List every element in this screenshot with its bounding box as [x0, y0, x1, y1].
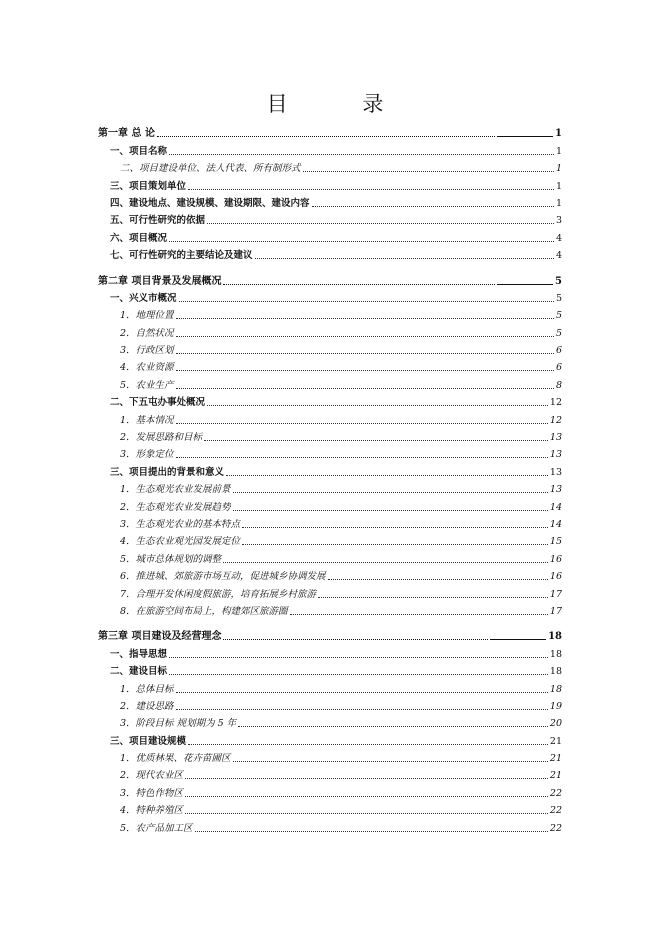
toc-entry[interactable]: [98, 356, 562, 373]
toc-entry-label: 8．在旅游空间布局上，构建郊区旅游圈: [120, 605, 288, 617]
toc-page-number: 17: [549, 588, 562, 600]
toc-entry-label: 2．生态观光农业发展趋势: [120, 501, 231, 513]
toc-page-number: 12: [549, 397, 562, 409]
toc-page-number: 1: [555, 145, 562, 157]
toc-entry-label: 三、项目提出的背景和意义: [110, 466, 225, 478]
toc-page-number: 16: [549, 553, 562, 565]
toc-entry[interactable]: [98, 582, 562, 599]
toc-entry[interactable]: [98, 339, 562, 356]
leader-rule: [490, 639, 546, 640]
toc-entry[interactable]: [98, 408, 562, 425]
dot-leader: [204, 440, 548, 441]
toc-page-number: 20: [549, 718, 562, 730]
toc-page-number: 13: [549, 484, 562, 496]
toc-entry-label: 5．农业生产: [120, 379, 174, 391]
dot-leader: [176, 336, 554, 337]
dot-leader: [303, 171, 554, 172]
dot-leader: [179, 301, 554, 302]
leader-rule: [497, 284, 553, 285]
dot-leader: [176, 388, 554, 389]
toc-page-number: 18: [549, 666, 562, 678]
toc-entry[interactable]: [98, 391, 562, 408]
toc-page-number: 4: [555, 250, 562, 262]
toc-entry-label: 1．地理位置: [120, 310, 174, 322]
toc-entry[interactable]: [98, 443, 562, 460]
toc-page-number: 12: [549, 414, 562, 426]
toc-page-number: 5: [555, 327, 562, 339]
toc-entry-label: 2．发展思路和目标: [120, 432, 203, 444]
toc-entry[interactable]: [98, 695, 562, 712]
table-of-contents: [98, 122, 562, 834]
toc-entry-label: 四、建设地点、建设规模、建设期限、建设内容: [110, 197, 310, 209]
toc-page-number: 21: [549, 753, 562, 765]
toc-entry-label: 第三章 项目建设及经营理念: [98, 631, 222, 643]
toc-page-number: 18: [549, 683, 562, 695]
toc-entry-label: 七、可行性研究的主要结论及建议: [110, 250, 253, 262]
toc-page-number: 17: [549, 605, 562, 617]
toc-entry[interactable]: [98, 642, 562, 659]
toc-entry-label: 二、项目建设单位、法人代表、所有制形式: [120, 163, 301, 175]
toc-entry[interactable]: [98, 209, 562, 226]
toc-page-number: 14: [549, 501, 562, 513]
dot-leader: [176, 318, 554, 319]
toc-page-number: 3: [555, 215, 562, 227]
dot-leader: [176, 709, 548, 710]
toc-entry[interactable]: [98, 460, 562, 477]
dot-leader: [233, 492, 548, 493]
dot-leader: [157, 136, 495, 137]
toc-entry[interactable]: [98, 174, 562, 191]
toc-entry[interactable]: [98, 139, 562, 156]
toc-entry-label: 第一章 总 论: [98, 128, 155, 140]
dot-leader: [176, 370, 554, 371]
toc-entry[interactable]: [98, 799, 562, 816]
dot-leader: [185, 796, 548, 797]
toc-page-number: 5: [555, 310, 562, 322]
dot-leader: [207, 223, 554, 224]
dot-leader: [176, 692, 548, 693]
toc-page-number: 16: [549, 571, 562, 583]
toc-entry[interactable]: [98, 513, 562, 530]
toc-entry-label: 4．生态农业观光园发展定位: [120, 536, 241, 548]
dot-leader: [312, 206, 554, 207]
toc-entry[interactable]: [98, 226, 562, 243]
toc-page-number: 5: [555, 275, 562, 287]
toc-entry[interactable]: [98, 495, 562, 512]
toc-page-number: 22: [549, 805, 562, 817]
dot-leader: [233, 510, 548, 511]
leader-rule: [497, 136, 553, 137]
toc-entry-label: 2．现代农业区: [120, 770, 184, 782]
dot-leader: [185, 813, 548, 814]
toc-entry-label: 4．特种养殖区: [120, 805, 184, 817]
toc-entry[interactable]: [98, 660, 562, 677]
dot-leader: [233, 761, 548, 762]
toc-entry[interactable]: [98, 747, 562, 764]
dot-leader: [188, 744, 548, 745]
toc-page-number: 22: [549, 822, 562, 834]
toc-entry-label: 一、指导思想: [110, 648, 168, 660]
dot-leader: [255, 258, 554, 259]
toc-entry-label: 4．农业资源: [120, 362, 174, 374]
toc-page-number: 15: [549, 536, 562, 548]
toc-entry-label: 3．特色作物区: [120, 787, 184, 799]
toc-entry[interactable]: [98, 764, 562, 781]
dot-leader: [169, 154, 554, 155]
toc-entry-label: 3．阶段目标 规划期为 5 年: [120, 718, 237, 730]
toc-entry[interactable]: [98, 781, 562, 798]
toc-page-number: 5: [555, 292, 562, 304]
toc-entry[interactable]: [98, 600, 562, 617]
toc-entry-label: 6．推进城、郊旅游市场互动，促进城乡协调发展: [120, 571, 326, 583]
toc-entry[interactable]: [98, 816, 562, 833]
toc-page-number: 6: [555, 345, 562, 357]
toc-page-number: 22: [549, 787, 562, 799]
toc-page-number: 6: [555, 362, 562, 374]
toc-entry[interactable]: [98, 530, 562, 547]
dot-leader: [238, 726, 548, 727]
dot-leader: [328, 579, 548, 580]
dot-leader: [223, 639, 488, 640]
toc-entry[interactable]: [98, 677, 562, 694]
dot-leader: [176, 353, 554, 354]
toc-entry[interactable]: [98, 373, 562, 390]
toc-entry[interactable]: [98, 729, 562, 746]
dot-leader: [226, 475, 548, 476]
toc-entry-label: 3．形象定位: [120, 449, 174, 461]
toc-entry-label: 1．优质林果、花卉苗圃区: [120, 753, 231, 765]
dot-leader: [195, 831, 548, 832]
toc-page-number: 18: [549, 648, 562, 660]
toc-entry-label: 3．生态观光农业的基本特点: [120, 518, 241, 530]
toc-entry-label: 1．总体目标: [120, 683, 174, 695]
toc-entry-label: 二、下五屯办事处概况: [110, 397, 206, 409]
toc-page-number: 1: [555, 128, 562, 140]
toc-page-number: 8: [555, 379, 562, 391]
dot-leader: [223, 284, 495, 285]
toc-page-number: 13: [549, 432, 562, 444]
toc-chapter-entry[interactable]: [98, 269, 562, 286]
toc-entry[interactable]: [98, 321, 562, 338]
toc-entry[interactable]: [98, 157, 562, 174]
dot-leader: [242, 527, 548, 528]
toc-entry-label: 5．农产品加工区: [120, 822, 193, 834]
toc-entry-label: 一、项目名称: [110, 145, 168, 157]
toc-page-number: 1: [555, 163, 562, 175]
dot-leader: [185, 778, 548, 779]
toc-entry-label: 2．自然状况: [120, 327, 174, 339]
toc-page-number: 18: [548, 631, 562, 643]
toc-entry-label: 1．生态观光农业发展前景: [120, 484, 231, 496]
toc-page-number: 4: [555, 232, 562, 244]
toc-entry-label: 3．行政区划: [120, 345, 174, 357]
toc-entry[interactable]: [98, 547, 562, 564]
dot-leader: [176, 457, 548, 458]
toc-entry-label: 2．建设思路: [120, 700, 174, 712]
toc-entry-label: 六、项目概况: [110, 232, 168, 244]
toc-entry[interactable]: [98, 304, 562, 321]
dot-leader: [188, 189, 554, 190]
toc-entry-label: 1．基本情况: [120, 414, 174, 426]
toc-page-number: 1: [555, 197, 562, 209]
toc-chapter-entry[interactable]: [98, 625, 562, 642]
toc-entry[interactable]: [98, 287, 562, 304]
dot-leader: [290, 614, 548, 615]
toc-entry[interactable]: [98, 565, 562, 582]
dot-leader: [169, 657, 548, 658]
toc-entry-label: 三、项目策划单位: [110, 180, 187, 192]
toc-page-number: 13: [549, 466, 562, 478]
toc-entry-label: 第二章 项目背景及发展概况: [98, 275, 222, 287]
toc-entry[interactable]: [98, 244, 562, 261]
toc-entry[interactable]: [98, 712, 562, 729]
page-title: 目 录: [266, 92, 418, 116]
toc-entry-label: 7．合理开发休闲度假旅游，培育拓展乡村旅游: [120, 588, 317, 600]
dot-leader: [223, 562, 548, 563]
dot-leader: [318, 597, 548, 598]
toc-entry-label: 5．城市总体规划的调整: [120, 553, 222, 565]
dot-leader: [176, 423, 548, 424]
toc-entry-label: 三、项目建设规模: [110, 735, 187, 747]
toc-page-number: 21: [549, 770, 562, 782]
toc-chapter-entry[interactable]: [98, 122, 562, 139]
toc-entry-label: 一、兴义市概况: [110, 292, 177, 304]
toc-entry-label: 五、可行性研究的依据: [110, 215, 206, 227]
dot-leader: [207, 405, 548, 406]
toc-entry[interactable]: [98, 478, 562, 495]
dot-leader: [169, 241, 554, 242]
toc-page-number: 21: [549, 735, 562, 747]
toc-page-number: 19: [549, 700, 562, 712]
toc-entry[interactable]: [98, 192, 562, 209]
toc-entry[interactable]: [98, 426, 562, 443]
toc-page-number: 14: [549, 518, 562, 530]
dot-leader: [242, 544, 548, 545]
dot-leader: [169, 674, 548, 675]
toc-page-number: 1: [555, 180, 562, 192]
toc-page-number: 13: [549, 449, 562, 461]
toc-entry-label: 二、建设目标: [110, 666, 168, 678]
